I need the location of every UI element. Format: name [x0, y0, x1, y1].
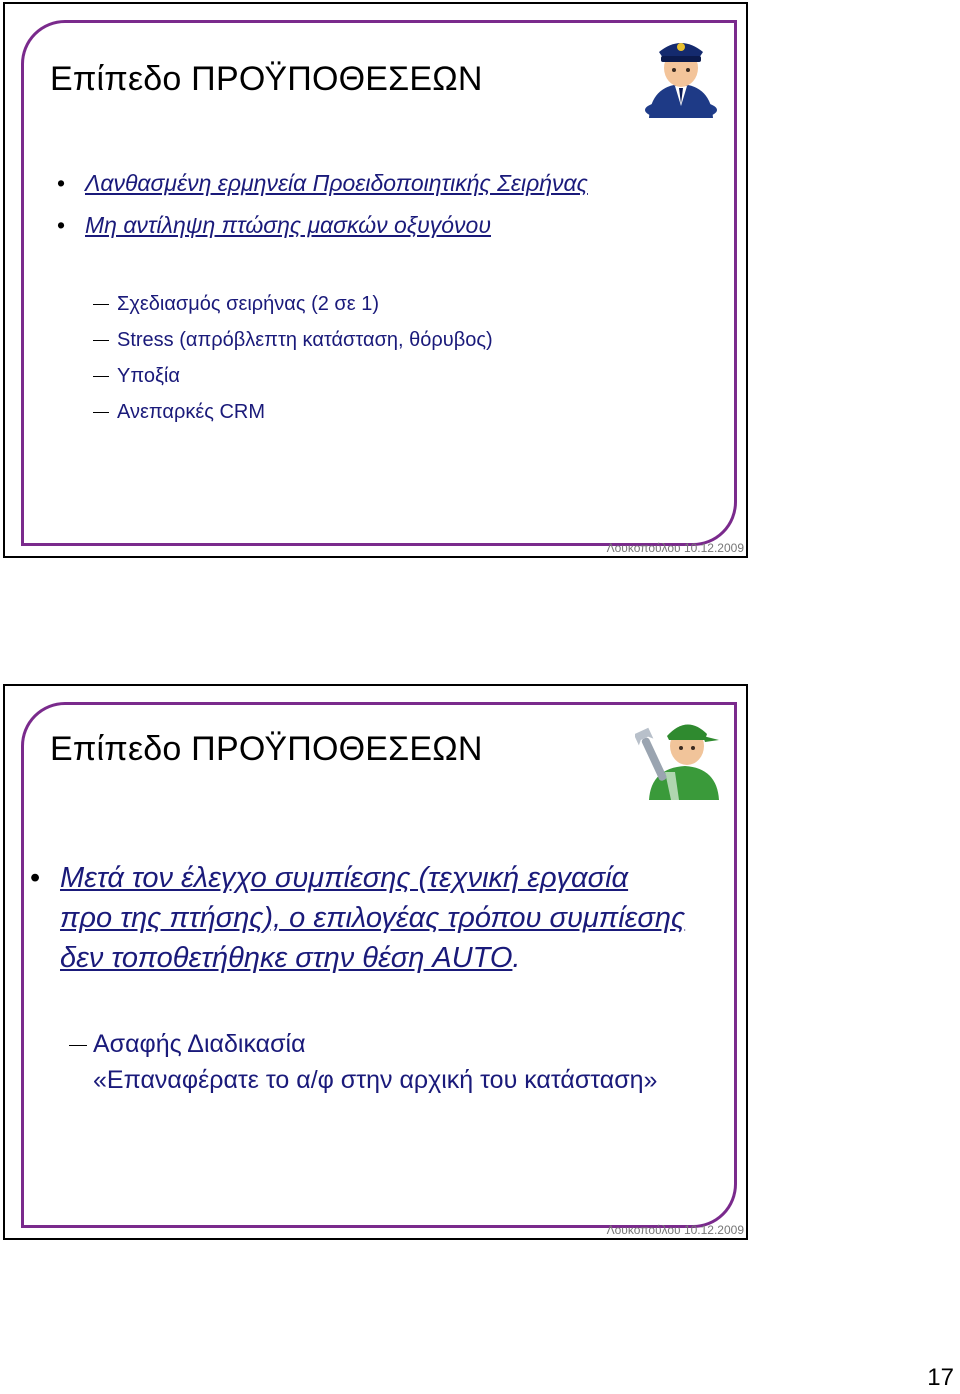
dash-marker [93, 376, 109, 377]
slide-title: Επίπεδο ΠΡΟΫΠΟΘΕΣΕΩΝ [50, 730, 483, 768]
slide-2 [3, 684, 748, 1240]
page-number: 17 [927, 1364, 954, 1391]
sub-item-text: Ανεπαρκές CRM [117, 401, 266, 423]
sub-item [69, 1030, 306, 1059]
slide-1 [3, 2, 748, 558]
sub-item-text: Σχεδιασμός σειρήνας (2 σε 1) [117, 293, 380, 315]
slide-footer: Λουκοπούλου 10.12.2009 [606, 541, 744, 555]
bullet-text: Μετά τον έλεγχο συμπίεσης (τεχνική εργασία [60, 862, 629, 894]
bullet-dot: • [57, 170, 66, 196]
bullet-dot: • [57, 212, 66, 238]
dash-marker [93, 412, 109, 413]
dash-marker [93, 304, 109, 305]
bullet-dot: • [30, 862, 41, 894]
bullet-text-line [60, 942, 520, 975]
sub-item [93, 365, 180, 388]
sub-item [93, 401, 265, 424]
sub-item-continuation: «Επαναφέρατε το α/φ στην αρχική του κατάσταση» [93, 1066, 658, 1094]
slide-title: Επίπεδο ΠΡΟΫΠΟΘΕΣΕΩΝ [50, 60, 483, 98]
bullet-text-line: προ της πτήσης), ο επιλογέας τρόπου συμπίεσης [60, 902, 686, 934]
bullet-item [57, 212, 491, 239]
dash-marker [93, 340, 109, 341]
bullet-item [30, 862, 629, 895]
bullet-text: Λανθασμένη ερμηνεία Προειδοποιητικής Σειρήνας [85, 170, 588, 196]
mechanic-icon [635, 706, 725, 800]
sub-item [93, 293, 379, 316]
bullet-text: Μη αντίληψη πτώσης μασκών οξυγόνου [85, 212, 491, 238]
sub-item-text: Υποξία [117, 365, 180, 387]
slide-footer: Λουκοπούλου 10.12.2009 [606, 1223, 744, 1237]
sub-item [93, 329, 493, 352]
bullet-item [57, 170, 588, 197]
sub-item-text: Ασαφής Διαδικασία [93, 1030, 306, 1058]
bullet-text-segment: δεν τοποθετήθηκε στην θέση AUTO [60, 942, 513, 974]
dash-marker [69, 1045, 87, 1046]
bullet-period: . [512, 942, 521, 974]
pilot-icon [641, 26, 721, 118]
sub-item-text: Stress (απρόβλεπτη κατάσταση, θόρυβος) [117, 329, 493, 351]
